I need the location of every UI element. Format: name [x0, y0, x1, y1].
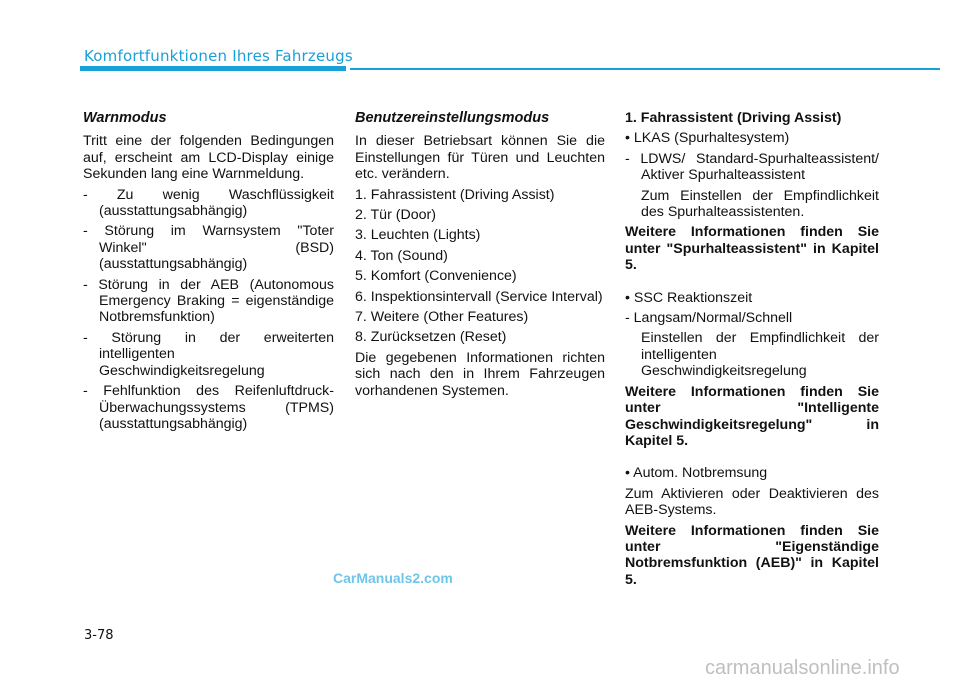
heading-warnmodus: Warnmodus	[83, 110, 167, 126]
aeb-reference: Weitere Informationen finden Sie unter "Eigenständige Notbremsfunktion (AEB)" in Kapitel 5.	[625, 522, 879, 588]
list-item: 3. Leuchten (Lights)	[355, 227, 481, 244]
list-item: 2. Tür (Door)	[355, 207, 436, 224]
heading-benutzereinstellungsmodus: Benutzereinstellungsmodus	[355, 110, 550, 126]
watermark-carmanualsonline[interactable]: carmanualsonline.info	[705, 657, 900, 679]
bullet-ssc: • SSC Reaktionszeit	[625, 289, 753, 306]
list-item: - Zu wenig Waschflüssigkeit (ausstattungsabhängig)	[83, 186, 334, 220]
column-warning-mode	[83, 110, 334, 436]
ssc-description: Einstellen der Empfindlichkeit der intelligenten Geschwindigkeitsregelung	[641, 330, 879, 380]
column-driving-assist	[625, 110, 879, 592]
bullet-aeb: • Autom. Notbremsung	[625, 465, 768, 482]
list-item: 1. Fahrassistent (Driving Assist)	[355, 186, 555, 203]
watermark-carmanuals2[interactable]: CarManuals2.com	[333, 570, 453, 586]
dash-ssc-speed: - Langsam/Normal/Schnell	[625, 310, 793, 327]
lkas-description: Zum Einstellen der Empfindlichkeit des Spurhalteassistenten.	[641, 187, 879, 221]
spacer	[625, 278, 879, 290]
list-item: 8. Zurücksetzen (Reset)	[355, 329, 507, 346]
list-item: - Fehlfunktion des Reifenluftdruck-Überwachungssystems (TPMS) (ausstattungsabhängig)	[83, 383, 334, 432]
user-settings-intro: In dieser Betriebsart können Sie die Einstellungen für Türen und Leuchten etc. verändern.	[355, 133, 605, 183]
list-item: 6. Inspektionsintervall (Service Interval)	[355, 288, 603, 305]
dash-ldws: - LDWS/ Standard-Spurhalteassistent/ Aktiver Spurhalteassistent	[625, 150, 879, 184]
section-header-title: Komfortfunktionen Ihres Fahrzeugs	[84, 47, 353, 65]
bullet-lkas: • LKAS (Spurhaltesystem)	[625, 130, 790, 147]
list-item: 7. Weitere (Other Features)	[355, 309, 529, 326]
spacer	[625, 453, 879, 465]
warnmodus-intro: Tritt eine der folgenden Bedingungen auf, erscheint am LCD-Display einige Sekunden lang eine Warnmeldung.	[83, 133, 334, 183]
list-item: - Störung in der AEB (Autonomous Emergency Braking = eigenständige Notbremsfunktion)	[83, 276, 334, 326]
heading-fahrassistent: 1. Fahrassistent (Driving Assist)	[625, 110, 842, 126]
ssc-reference: Weitere Informationen finden Sie unter "Intelligente Geschwindigkeitsregelung" in Kapitel 5.	[625, 383, 879, 449]
lkas-reference: Weitere Informationen finden Sie unter "Spurhalteassistent" in Kapitel 5.	[625, 224, 879, 274]
list-item: 5. Komfort (Convenience)	[355, 268, 517, 285]
column-user-settings	[355, 110, 605, 403]
page-number: 3-78	[84, 628, 114, 643]
aeb-description: Zum Aktivieren oder Deaktivieren des AEB-Systems.	[625, 485, 879, 519]
user-settings-outro: Die gegebenen Informationen richten sich nach den in Ihrem Fahrzeugen vorhandenen Systemen.	[355, 349, 605, 399]
list-item: - Störung in der erweiterten intelligenten Geschwindigkeitsregelung	[83, 329, 334, 379]
list-item: 4. Ton (Sound)	[355, 247, 448, 264]
list-item: - Störung im Warnsystem "Toter Winkel" (BSD) (ausstattungsabhängig)	[83, 223, 334, 273]
header-rule-thin	[350, 68, 940, 70]
header-rule-thick	[80, 66, 346, 71]
